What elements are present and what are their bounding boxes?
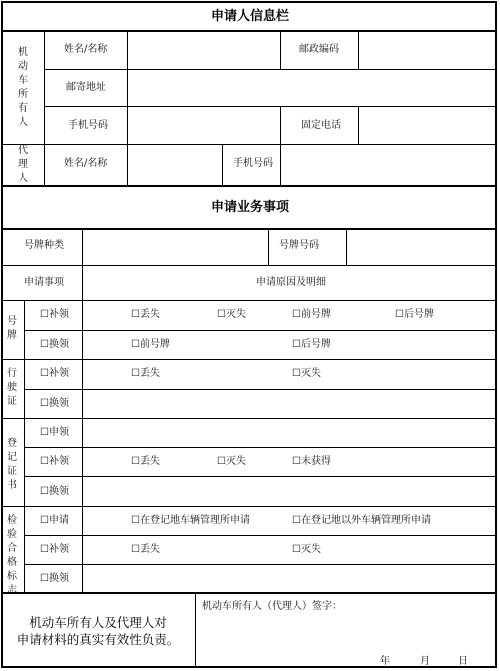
checkbox-license-reissue[interactable]: ☐补领 [40, 368, 69, 379]
divider [280, 145, 281, 185]
date-month-label: 月 [420, 656, 430, 667]
postcode-label: 邮政编码 [299, 44, 339, 55]
divider [44, 31, 45, 144]
divider [195, 594, 196, 668]
checkbox-insp-apply-remote[interactable]: ☐在登记地以外车辆管理所申请 [292, 515, 431, 526]
checkbox-cert-reissue-destroyed[interactable]: ☐灭失 [217, 456, 246, 467]
declaration-line-2: 申请材料的真实有效性负责。 [16, 632, 180, 647]
divider [2, 265, 497, 266]
date-day-label: 日 [458, 656, 468, 667]
divider [280, 31, 281, 69]
plate-number-label: 号牌号码 [279, 240, 319, 251]
divider [2, 300, 497, 301]
checkbox-insp-replace[interactable]: ☐换领 [40, 573, 69, 584]
divider [127, 31, 128, 144]
checkbox-cert-reissue-not-obtained[interactable]: ☐未获得 [292, 456, 331, 467]
agent-mobile-label: 手机号码 [233, 158, 273, 169]
checkbox-license-reissue-lost[interactable]: ☐丢失 [131, 368, 160, 379]
address-label: 邮寄地址 [66, 82, 106, 93]
divider [25, 447, 497, 448]
divider [2, 228, 497, 230]
certificate-group-label: 登记证书 [7, 438, 17, 491]
checkbox-insp-apply-local[interactable]: ☐在登记地车辆管理所申请 [131, 515, 250, 526]
checkbox-cert-replace[interactable]: ☐换领 [40, 486, 69, 497]
divider [44, 145, 45, 185]
divider [2, 506, 497, 507]
date-year-label: 年 [380, 656, 390, 667]
divider [2, 359, 497, 360]
checkbox-plate-reissue-lost[interactable]: ☐丢失 [131, 309, 160, 320]
checkbox-cert-reissue-lost[interactable]: ☐丢失 [131, 456, 160, 467]
business-section-title: 申请业务事项 [211, 200, 290, 215]
divider [25, 389, 497, 390]
signature-label: 机动车所有人（代理人）签字： [202, 601, 342, 612]
checkbox-plate-replace-front[interactable]: ☐前号牌 [131, 339, 170, 350]
divider [346, 229, 347, 265]
divider [358, 31, 359, 69]
checkbox-plate-reissue[interactable]: ☐补领 [40, 309, 69, 320]
license-group-label: 行驶证 [7, 368, 17, 407]
applicant-section-title: 申请人信息栏 [211, 9, 290, 24]
checkbox-insp-apply[interactable]: ☐申请 [40, 515, 69, 526]
mobile-label: 手机号码 [68, 120, 108, 131]
divider [280, 107, 281, 144]
divider [25, 330, 497, 331]
divider [2, 418, 497, 419]
checkbox-license-replace[interactable]: ☐换领 [40, 398, 69, 409]
item-label: 申请事项 [24, 277, 64, 288]
divider [25, 535, 497, 536]
form-frame [1, 1, 497, 668]
divider [222, 145, 223, 185]
checkbox-cert-apply[interactable]: ☐申领 [40, 427, 69, 438]
checkbox-cert-reissue[interactable]: ☐补领 [40, 456, 69, 467]
divider [127, 145, 128, 185]
divider [2, 144, 497, 145]
owner-name-label: 姓名/名称 [64, 44, 108, 55]
plate-group-label: 号牌 [7, 316, 17, 341]
divider [45, 106, 497, 107]
divider [25, 476, 497, 477]
divider [268, 229, 269, 265]
divider [25, 564, 497, 565]
checkbox-plate-reissue-destroyed[interactable]: ☐灭失 [217, 309, 246, 320]
landline-label: 固定电话 [301, 120, 341, 131]
checkbox-insp-reissue-destroyed[interactable]: ☐灭失 [292, 544, 321, 555]
agent-group-label: 代理人 [18, 145, 28, 184]
divider [82, 229, 83, 592]
checkbox-insp-reissue-lost[interactable]: ☐丢失 [131, 544, 160, 555]
checkbox-plate-reissue-rear[interactable]: ☐后号牌 [395, 309, 434, 320]
owner-group-label: 机动车所有人 [18, 47, 28, 128]
checkbox-plate-replace-rear[interactable]: ☐后号牌 [292, 339, 331, 350]
divider [358, 107, 359, 144]
agent-name-label: 姓名/名称 [64, 158, 108, 169]
divider [2, 592, 497, 594]
checkbox-insp-reissue[interactable]: ☐补领 [40, 544, 69, 555]
declaration-line-1: 机动车所有人及代理人对 [29, 615, 167, 630]
plate-type-label: 号牌种类 [24, 240, 64, 251]
inspection-group-label: 检验合格标志 [7, 515, 17, 596]
divider [2, 30, 497, 32]
divider [45, 69, 497, 70]
checkbox-license-reissue-destroyed[interactable]: ☐灭失 [292, 368, 321, 379]
divider [2, 185, 497, 187]
checkbox-plate-reissue-front[interactable]: ☐前号牌 [292, 309, 331, 320]
checkbox-plate-replace[interactable]: ☐换领 [40, 339, 69, 350]
reason-label: 申请原因及明细 [256, 277, 326, 288]
